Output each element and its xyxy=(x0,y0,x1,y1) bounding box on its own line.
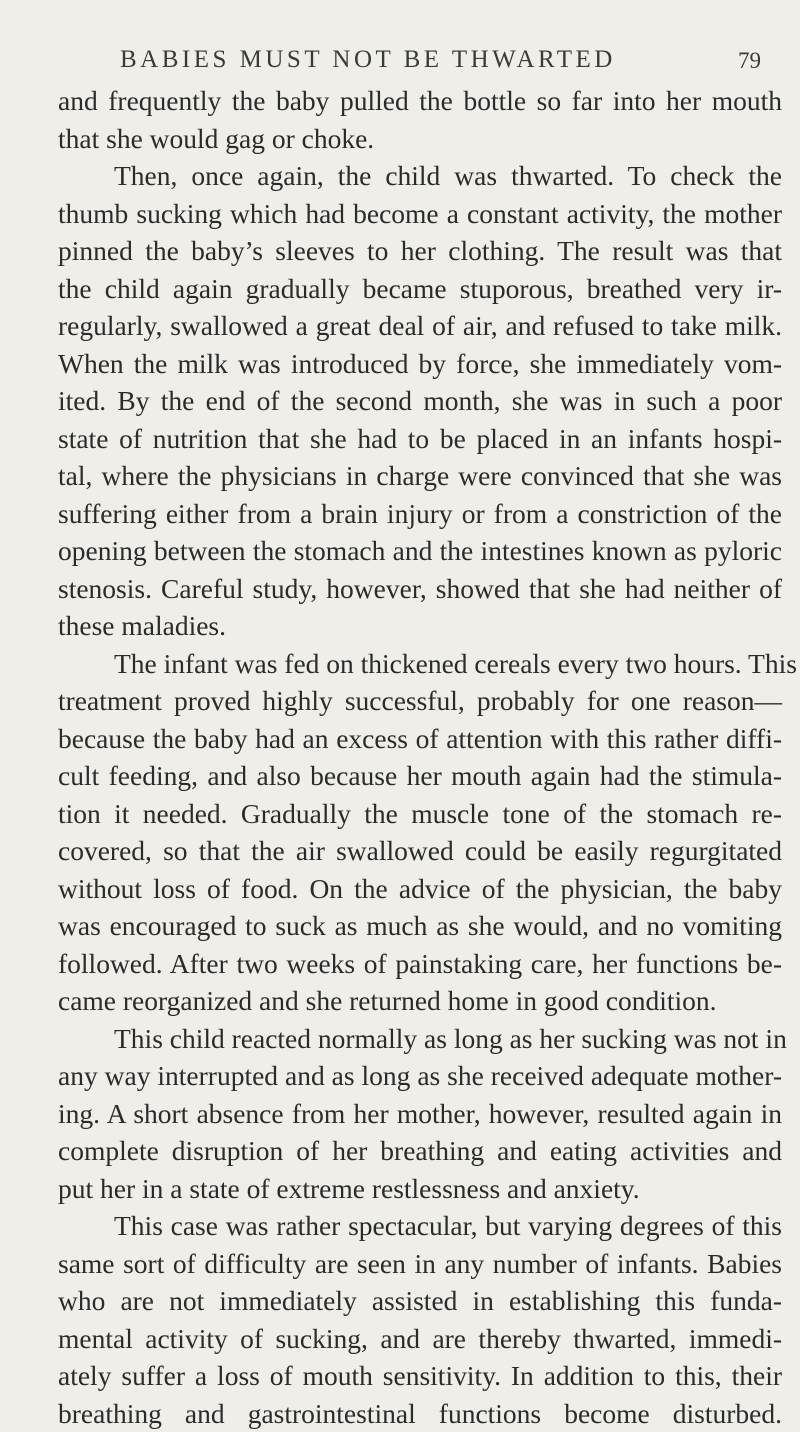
text-line: opening between the stomach and the intestines known as pyloric xyxy=(58,532,782,570)
text-line: This case was rather spectacular, but varying degrees of this xyxy=(58,1207,782,1245)
text-line: and frequently the baby pulled the bottle so far into her mouth xyxy=(58,82,782,120)
text-line: cult feeding, and also because her mouth again had the stimula- xyxy=(58,757,782,795)
text-line: that she would gag or choke. xyxy=(58,120,782,158)
page-number: 79 xyxy=(738,48,761,74)
text-line: ately suffer a loss of mouth sensitivity. In addition to this, their xyxy=(58,1357,782,1395)
text-line: thumb sucking which had become a constant activity, the mother xyxy=(58,195,782,233)
text-line: breathing and gastrointestinal functions become disturbed. xyxy=(58,1395,782,1432)
text-line: stenosis. Careful study, however, showed that she had neither of xyxy=(58,570,782,608)
text-line: pinned the baby’s sleeves to her clothing. The result was that xyxy=(58,232,782,270)
text-line: these maladies. xyxy=(58,607,782,645)
text-line: suffering either from a brain injury or from a constriction of the xyxy=(58,495,782,533)
text-line: ited. By the end of the second month, she was in such a poor xyxy=(58,382,782,420)
text-line: state of nutrition that she had to be placed in an infants hospi- xyxy=(58,420,782,458)
text-line: any way interrupted and as long as she received adequate mother- xyxy=(58,1057,782,1095)
text-line: complete disruption of her breathing and eating activities and xyxy=(58,1132,782,1170)
text-line: covered, so that the air swallowed could be easily regurgitated xyxy=(58,832,782,870)
text-line: the child again gradually became stuporous, breathed very ir- xyxy=(58,270,782,308)
text-line: followed. After two weeks of painstaking care, her functions be- xyxy=(58,945,782,983)
text-line: Then, once again, the child was thwarted. To check the xyxy=(58,157,782,195)
text-line: tion it needed. Gradually the muscle tone of the stomach re- xyxy=(58,795,782,833)
text-line: This child reacted normally as long as her sucking was not in xyxy=(58,1020,782,1058)
text-line: treatment proved highly successful, probably for one reason— xyxy=(58,682,782,720)
text-line: put her in a state of extreme restlessness and anxiety. xyxy=(58,1170,782,1208)
text-line: regularly, swallowed a great deal of air, and refused to take milk. xyxy=(58,307,782,345)
running-head: BABIES MUST NOT BE THWARTED xyxy=(120,46,680,74)
text-line: tal, where the physicians in charge were convinced that she was xyxy=(58,457,782,495)
text-line: without loss of food. On the advice of the physician, the baby xyxy=(58,870,782,908)
text-line: because the baby had an excess of attention with this rather diffi- xyxy=(58,720,782,758)
text-line: same sort of difficulty are seen in any number of infants. Babies xyxy=(58,1245,782,1283)
text-line: ing. A short absence from her mother, however, resulted again in xyxy=(58,1095,782,1133)
text-line: came reorganized and she returned home in good condition. xyxy=(58,982,782,1020)
text-line: The infant was fed on thickened cereals every two hours. This xyxy=(58,645,782,683)
text-line: was encouraged to suck as much as she would, and no vomiting xyxy=(58,907,782,945)
text-line: mental activity of sucking, and are thereby thwarted, immedi- xyxy=(58,1320,782,1358)
body-text xyxy=(58,82,782,1432)
text-line: When the milk was introduced by force, she immediately vom- xyxy=(58,345,782,383)
text-line: who are not immediately assisted in establishing this funda- xyxy=(58,1282,782,1320)
